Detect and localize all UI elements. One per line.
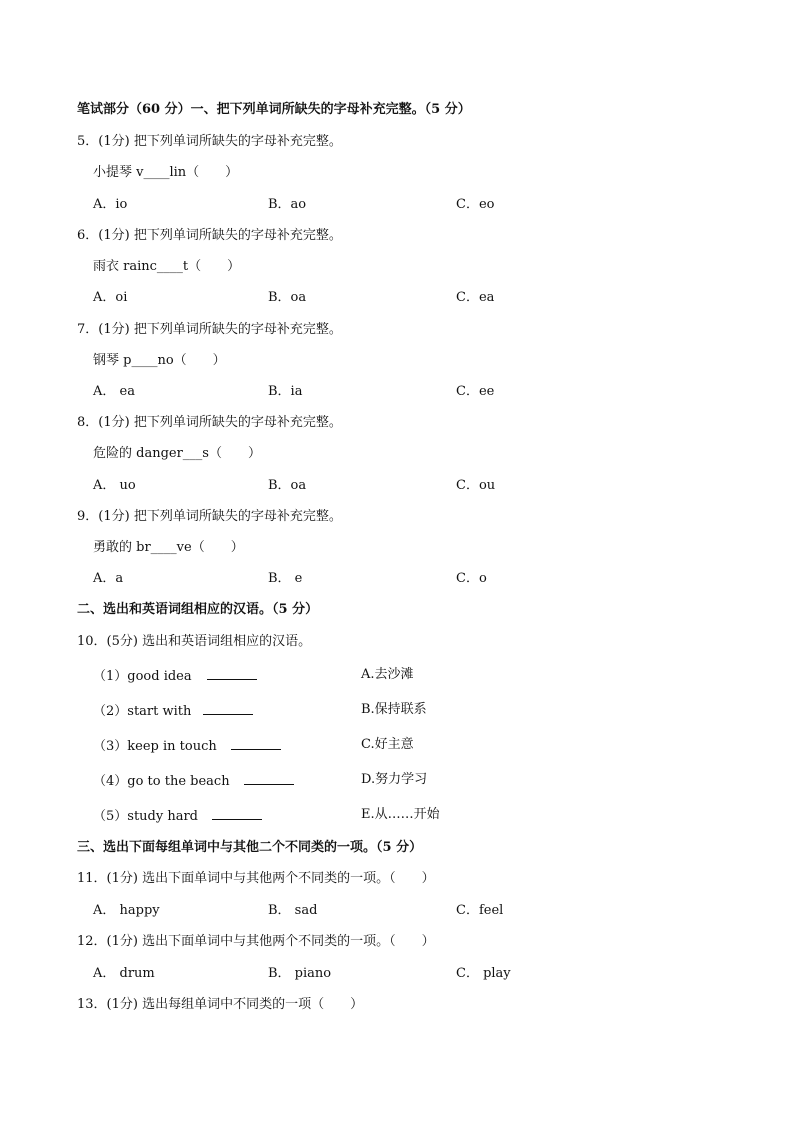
question-stem: 13．(1分) 选出每组单词中不同类的一项（ ） bbox=[77, 997, 364, 1012]
option-a: A． drum bbox=[93, 966, 155, 981]
question-word: 勇敢的 br____ve（ ） bbox=[93, 540, 244, 555]
option-a: A． ea bbox=[93, 384, 135, 399]
question-stem: 9．(1分) 把下列单词所缺失的字母补充完整。 bbox=[77, 509, 342, 524]
option-c: C．feel bbox=[456, 903, 504, 918]
question-word: 雨衣 rainc____t（ ） bbox=[93, 259, 241, 274]
match-answer: E.从……开始 bbox=[361, 807, 440, 822]
question-stem: 8．(1分) 把下列单词所缺失的字母补充完整。 bbox=[77, 415, 342, 430]
match-item bbox=[93, 702, 253, 720]
question-stem: 5．(1分) 把下列单词所缺失的字母补充完整。 bbox=[77, 134, 342, 149]
option-c: C． play bbox=[456, 966, 511, 981]
option-c: C．ee bbox=[456, 384, 495, 399]
match-item-label: （1）good idea bbox=[93, 669, 192, 684]
section-heading-part3: 三、选出下面每组单词中与其他二个不同类的一项。（5 分） bbox=[77, 840, 423, 855]
section-heading-part2: 二、选出和英语词组相应的汉语。（5 分） bbox=[77, 602, 319, 617]
option-a: A．a bbox=[93, 571, 124, 586]
section-heading-part1: 笔试部分（60 分）一、把下列单词所缺失的字母补充完整。（5 分） bbox=[77, 102, 471, 117]
question-word: 小提琴 v____lin（ ） bbox=[93, 165, 239, 180]
match-item-label: （3）keep in touch bbox=[93, 739, 217, 754]
match-item-label: （5）study hard bbox=[93, 809, 198, 824]
match-answer: A.去沙滩 bbox=[361, 667, 414, 682]
option-a: A． uo bbox=[93, 478, 136, 493]
answer-blank bbox=[203, 702, 253, 715]
answer-blank bbox=[244, 772, 294, 785]
answer-blank bbox=[212, 807, 262, 820]
answer-blank bbox=[207, 667, 257, 680]
option-b: B．ia bbox=[268, 384, 303, 399]
question-stem: 7．(1分) 把下列单词所缺失的字母补充完整。 bbox=[77, 322, 342, 337]
match-item-label: （2）start with bbox=[93, 704, 192, 719]
question-stem: 10．(5分) 选出和英语词组相应的汉语。 bbox=[77, 634, 312, 649]
option-c: C．ou bbox=[456, 478, 496, 493]
match-item-label: （4）go to the beach bbox=[93, 774, 230, 789]
option-b: B．ao bbox=[268, 197, 307, 212]
match-item bbox=[93, 667, 257, 685]
option-c: C．o bbox=[456, 571, 487, 586]
option-c: C．ea bbox=[456, 290, 495, 305]
option-b: B． piano bbox=[268, 966, 332, 981]
match-item bbox=[93, 772, 294, 790]
answer-blank bbox=[231, 737, 281, 750]
option-b: B．oa bbox=[268, 290, 307, 305]
option-c: C．eo bbox=[456, 197, 495, 212]
question-stem: 6．(1分) 把下列单词所缺失的字母补充完整。 bbox=[77, 228, 342, 243]
option-a: A．oi bbox=[93, 290, 128, 305]
question-stem: 11．(1分) 选出下面单词中与其他两个不同类的一项。（ ） bbox=[77, 871, 435, 886]
match-answer: C.好主意 bbox=[361, 737, 414, 752]
option-a: A．io bbox=[93, 197, 128, 212]
option-b: B．oa bbox=[268, 478, 307, 493]
question-stem: 12．(1分) 选出下面单词中与其他两个不同类的一项。（ ） bbox=[77, 934, 435, 949]
question-word: 危险的 danger___s（ ） bbox=[93, 446, 261, 461]
match-answer: B.保持联系 bbox=[361, 702, 427, 717]
option-a: A． happy bbox=[93, 903, 160, 918]
match-item bbox=[93, 807, 262, 825]
question-word: 钢琴 p____no（ ） bbox=[93, 353, 226, 368]
option-b: B． e bbox=[268, 571, 303, 586]
option-b: B． sad bbox=[268, 903, 318, 918]
match-item bbox=[93, 737, 281, 755]
match-answer: D.努力学习 bbox=[361, 772, 428, 787]
